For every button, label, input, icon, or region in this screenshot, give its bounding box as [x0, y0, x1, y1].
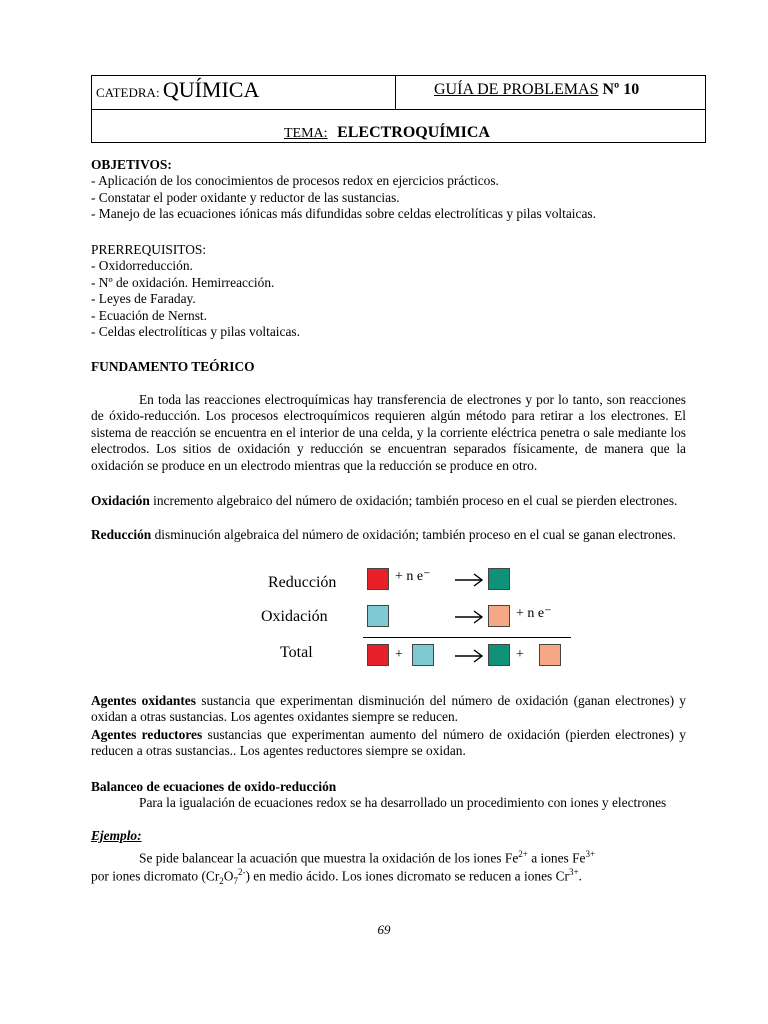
reduccion-label: Reducción: [268, 574, 337, 591]
ejemplo-text-3: por iones dicromato (Cr: [91, 868, 220, 884]
reduccion-term: Reducción: [91, 527, 152, 542]
arrow-icon: [455, 610, 483, 624]
objetivos-item: - Manejo de las ecuaciones iónicas más difundidas sobre celdas electrolíticas y pilas voltaicas.: [91, 206, 596, 222]
dichromate-charge: 2-: [237, 867, 246, 877]
page-number: 69: [377, 922, 391, 937]
oxidacion-definition: [91, 493, 686, 509]
fundamento-title: FUNDAMENTO TEÓRICO: [91, 359, 255, 374]
total-divider: [363, 637, 571, 638]
guia-label: GUÍA DE PROBLEMAS: [434, 81, 599, 98]
oxygen-symbol: O: [223, 868, 234, 884]
reduccion-definition: [91, 527, 686, 543]
objetivos-item: - Aplicación de los conocimientos de procesos redox en ejercicios prácticos.: [91, 173, 499, 189]
catedra-value: QUÍMICA: [162, 77, 260, 102]
reduccion-def: disminución algebraica del número de oxidación; también proceso en el cual se ganan electrones.: [151, 527, 676, 542]
arrow-icon: [455, 649, 483, 663]
agentes-oxidantes-term: Agentes oxidantes: [91, 693, 196, 708]
prerrequisitos-item: - Oxidorreducción.: [91, 258, 193, 274]
prerrequisitos-section: [91, 242, 686, 340]
oxidacion-def: incremento algebraico del número de oxidación; también proceso en el cual se pierden electrones.: [149, 493, 678, 508]
objetivos-section: [91, 157, 686, 223]
ejemplo-text-cont: [91, 863, 686, 890]
o-subscript: 7: [233, 876, 238, 887]
plus-sign: +: [516, 647, 524, 662]
fe2-charge: 2+: [518, 849, 528, 859]
plus-sign: +: [395, 647, 403, 662]
ejemplo-text-4: ) en medio ácido. Los iones dicromato se reducen a iones Cr: [245, 868, 569, 884]
catedra: [96, 77, 260, 102]
ejemplo-text-5: .: [578, 868, 582, 884]
cr-subscript: 2: [219, 876, 224, 887]
oxidacion-term: Oxidación: [91, 493, 150, 508]
prerrequisitos-item: - Nº de oxidación. Hemirreacción.: [91, 274, 275, 290]
ejemplo-text-2: a iones Fe: [527, 850, 586, 866]
balanceo-paragraph: Para la igualación de ecuaciones redox se ha desarrollado un procedimiento con iones y electrones: [139, 795, 667, 810]
balanceo-section: [91, 779, 686, 795]
oxidant-box: [367, 644, 389, 666]
ejemplo-label: Ejemplo:: [91, 828, 142, 843]
oxidized-box: [539, 644, 561, 666]
total-label: Total: [280, 644, 313, 661]
tema-label: TEMA:: [284, 126, 328, 141]
ejemplo-label-line: [91, 828, 686, 844]
tema: [284, 125, 490, 142]
header-row: [92, 76, 705, 110]
agentes-reductores: [91, 727, 686, 760]
arrow-icon: [455, 573, 483, 587]
electrons-term: + n e⁻: [395, 569, 431, 584]
fe3-charge: 3+: [585, 849, 596, 859]
ejemplo-text-1: Se pide balancear la acuación que muestra la oxidación de los iones Fe: [139, 850, 519, 866]
tema-value: ELECTROQUÍMICA: [337, 124, 490, 141]
oxidant-box: [367, 568, 389, 590]
reduced-box: [488, 568, 510, 590]
balanceo-title: Balanceo de ecuaciones de oxido-reducción: [91, 779, 337, 794]
oxidacion-label: Oxidación: [261, 608, 328, 625]
objetivos-item: - Constatar el poder oxidante y reductor de las sustancias.: [91, 189, 400, 205]
agentes-reductores-def: sustancias que experimentan aumento del número de oxidación (pierden electrones) y reducen a otras sustancias.. Los agentes reductores siempre se oxidan.: [91, 727, 686, 759]
prerrequisitos-item: - Leyes de Faraday.: [91, 291, 196, 307]
agentes-reductores-term: Agentes reductores: [91, 727, 203, 742]
prerrequisitos-title: PRERREQUISITOS:: [91, 242, 207, 257]
fundamento-paragraph: En toda las reacciones electroquímicas hay transferencia de electrones y por lo tanto, son reacciones de óxido-reducción. Los procesos electroquímicos requieren algún método para retirar a los electrones. El sistema de reacción se encuentra en el interior de una celda, y la corriente eléctrica penetra o sale mediante los electrodos. Los sitios de oxidación y reducción se encuentran separados físicamente, de manera que la oxidación se produce en un electrodo mientras que la reducción se produce en otro.: [91, 392, 686, 473]
guia-number: Nº 10: [598, 81, 640, 98]
agentes-oxidantes-def: sustancia que experimentan disminución del número de oxidación (ganan electrones) y oxidan a otras sustancias. Los agentes oxidantes siempre se reducen.: [91, 693, 686, 725]
electrons-term: + n e⁻: [516, 606, 552, 621]
header-table: [91, 75, 706, 143]
fundamento-section: [91, 359, 686, 375]
reduced-box: [488, 644, 510, 666]
reductant-box: [412, 644, 434, 666]
prerrequisitos-item: - Ecuación de Nernst.: [91, 307, 208, 323]
guia-title: [434, 82, 639, 98]
agentes-oxidantes: [91, 693, 686, 726]
prerrequisitos-item: - Celdas electrolíticas y pilas voltaicas.: [91, 324, 300, 340]
catedra-label: CATEDRA:: [96, 85, 160, 100]
cr3-charge: 3+: [568, 867, 579, 877]
oxidized-box: [488, 605, 510, 627]
objetivos-title: OBJETIVOS:: [91, 157, 172, 172]
reductant-box: [367, 605, 389, 627]
redox-diagram: [255, 565, 585, 675]
header-divider: [395, 76, 396, 109]
